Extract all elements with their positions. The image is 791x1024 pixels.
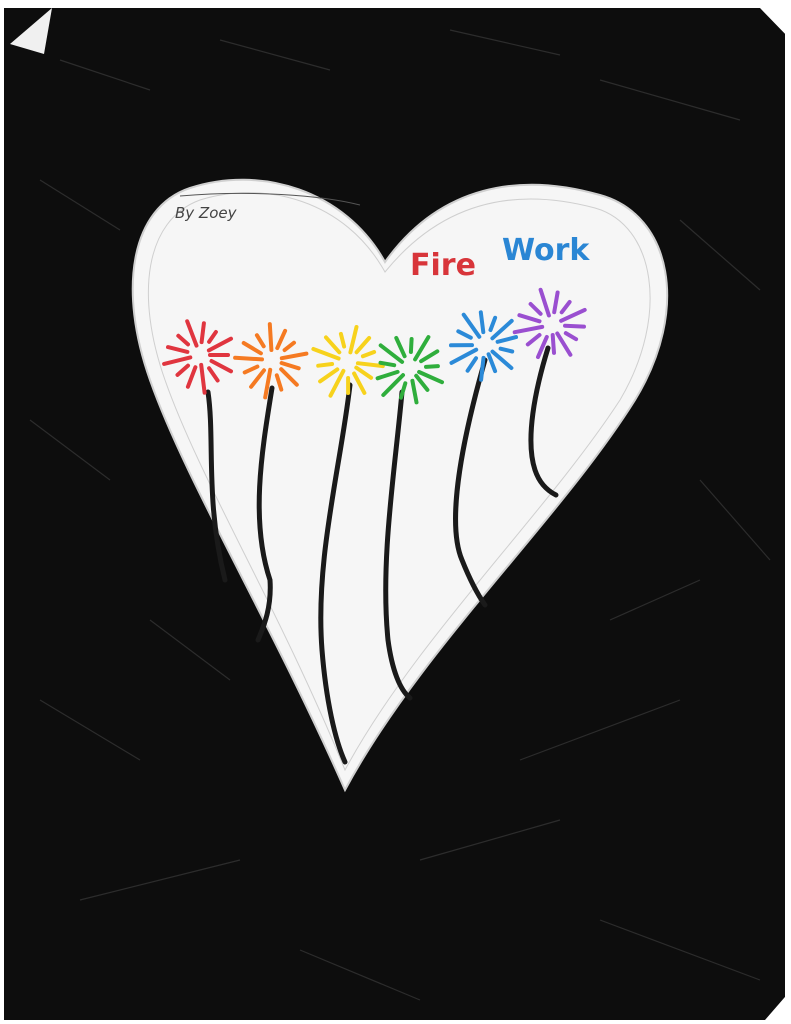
burst-ray [235,358,262,360]
burst-ray [318,364,332,366]
signature: By Zoey [175,204,237,222]
burst-ray [565,326,584,327]
burst-ray [501,349,513,352]
burst-ray [481,358,483,380]
burst-ray [270,324,272,350]
burst-ray [411,339,412,352]
burst-ray [553,335,554,353]
burst-ray [481,312,484,332]
burst-ray [426,366,438,367]
burst-ray [202,323,204,342]
burst-ray [381,363,395,365]
title-word-work: Work [502,233,590,268]
title-word-fire: Fire [410,248,476,283]
